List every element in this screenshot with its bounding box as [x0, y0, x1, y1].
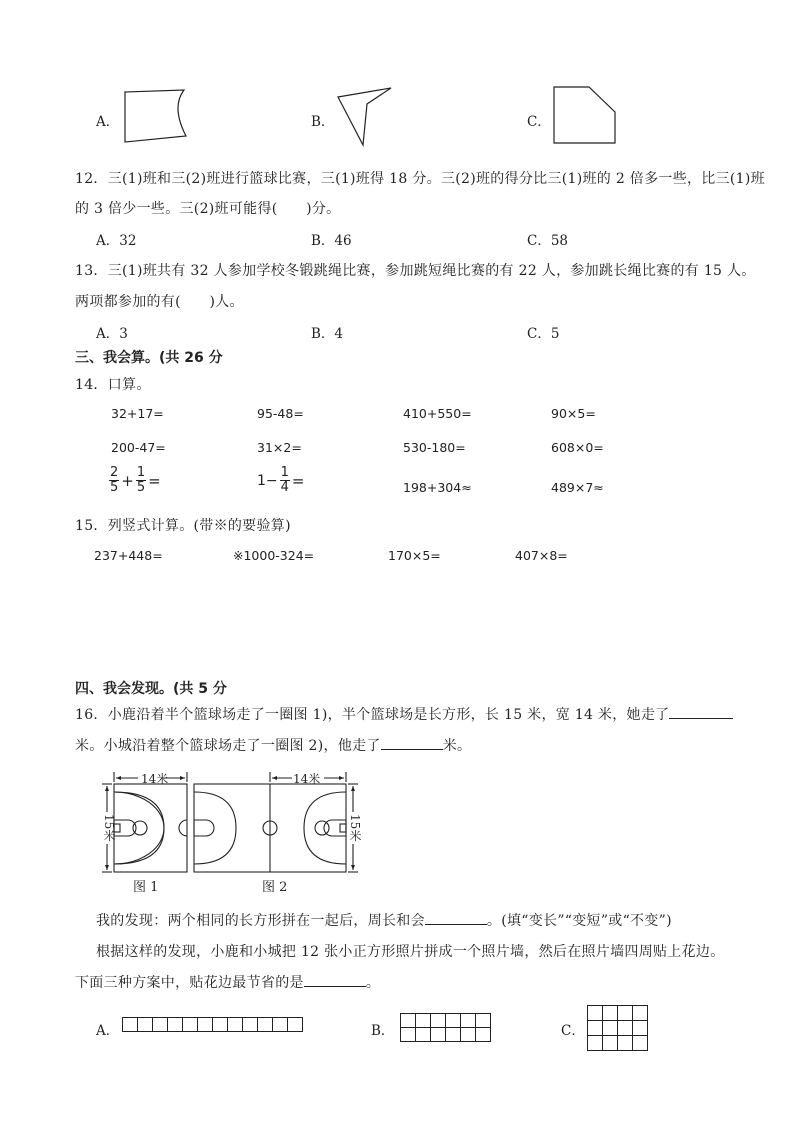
q16-line2: 米。小城沿着整个篮球场走了一圈图 2)，他走了 米。: [75, 735, 471, 755]
q15-item-2: ※1000-324=: [233, 548, 315, 563]
fig1-width-label: 14米: [141, 772, 169, 786]
q14-r2-c4: 608×0=: [551, 440, 604, 455]
q11-option-a-label[interactable]: A．: [96, 114, 120, 130]
q16-option-c-label[interactable]: C．: [561, 1023, 585, 1039]
q14-r3-c1: $\frac{2}{5}$ + $\frac{1}{5}$ =: [110, 465, 161, 495]
q12-text-line2: 的 3 倍少一些。三(2)班可能得( )分。: [75, 201, 341, 217]
fig2-height-label: 15米: [348, 814, 362, 842]
q15-item-3: 170×5=: [388, 548, 441, 563]
q14-title: 14．口算。: [75, 377, 151, 393]
q12-option-b[interactable]: B．46: [311, 233, 352, 249]
q12-option-a[interactable]: A．32: [96, 233, 137, 249]
q16-para1: 根据这样的发现，小鹿和小城把 12 张小正方形照片拼成一个照片墙，然后在照片墙四周贴上花边。: [96, 944, 725, 960]
q14-r1-c2: 95-48=: [257, 406, 304, 421]
q12-text-line1: 12．三(1)班和三(2)班进行篮球比赛，三(1)班得 18 分。三(2)班的得分比三(1)班的 2 倍多一些，比三(1)班: [75, 171, 765, 187]
q16-grid-b-2x6: [400, 1013, 492, 1043]
q14-r2-c3: 530-180=: [403, 440, 466, 455]
q11-shape-a: [124, 89, 188, 145]
q16-finding: 我的发现：两个相同的长方形拼在一起后，周长和会 。(填“变长”“变短”或“不变”): [96, 910, 672, 930]
q14-r3-c4: 489×7≈: [551, 480, 604, 495]
q16-grid-a-1x12: [122, 1017, 304, 1033]
q11-option-b-label[interactable]: B．: [311, 114, 335, 130]
section-3-heading: 三、我会算。(共 26 分: [75, 350, 223, 366]
q15-item-4: 407×8=: [515, 548, 568, 563]
q11-shape-c: [553, 86, 617, 146]
q16-option-a-label[interactable]: A．: [96, 1023, 120, 1039]
q14-r1-c3: 410+550=: [403, 406, 472, 421]
fig1-caption: 图 1: [133, 880, 159, 895]
q16-blank-1[interactable]: [669, 704, 733, 719]
q13-option-a[interactable]: A．3: [96, 326, 128, 342]
q16-blank-4[interactable]: [304, 972, 366, 987]
q13-text-line1: 13．三(1)班共有 32 人参加学校冬锻跳绳比赛，参加跳短绳比赛的有 22 人，参加跳长绳比赛的有 15 人。: [75, 263, 756, 279]
fig1-half-court: [114, 784, 187, 872]
q14-r2-c1: 200-47=: [111, 440, 166, 455]
q13-option-b[interactable]: B．4: [311, 326, 344, 342]
q12-option-c[interactable]: C．58: [527, 233, 569, 249]
q16-para2: 下面三种方案中，贴花边最节省的是 。: [75, 972, 380, 992]
q14-r1-c1: 32+17=: [111, 406, 164, 421]
q14-r2-c2: 31×2=: [257, 440, 302, 455]
q16-option-b-label[interactable]: B．: [371, 1023, 395, 1039]
q13-text-line2: 两项都参加的有( )人。: [75, 294, 244, 310]
fig1-height-label: 15米: [102, 814, 116, 842]
section-4-heading: 四、我会发现。(共 5 分: [75, 681, 227, 697]
q15-item-1: 237+448=: [94, 548, 163, 563]
fraction-2-5: $\frac{2}{5}$: [110, 465, 119, 495]
q16-grid-c-3x4: [587, 1005, 649, 1052]
fig2-caption: 图 2: [262, 880, 288, 895]
q14-r3-c2: 1− $\frac{1}{4}$ =: [257, 465, 305, 495]
fraction-1-4: $\frac{1}{4}$: [280, 465, 289, 495]
fraction-1-5: $\frac{1}{5}$: [136, 465, 146, 495]
q11-option-c-label[interactable]: C．: [527, 114, 551, 130]
q13-option-c[interactable]: C．5: [527, 326, 560, 342]
q14-r1-c4: 90×5=: [551, 406, 596, 421]
q16-blank-3[interactable]: [425, 910, 487, 925]
q11-shape-b: [336, 85, 394, 149]
q16-line1: 16．小鹿沿着半个篮球场走了一圈图 1)，半个篮球场是长方形，长 15 米，宽 14 米，她走了: [75, 704, 733, 724]
q16-blank-2[interactable]: [381, 735, 443, 750]
q15-title: 15．列竖式计算。(带※的要验算): [75, 518, 291, 534]
q14-r3-c3: 198+304≈: [403, 480, 472, 495]
fig2-width-label: 14米: [293, 772, 321, 786]
